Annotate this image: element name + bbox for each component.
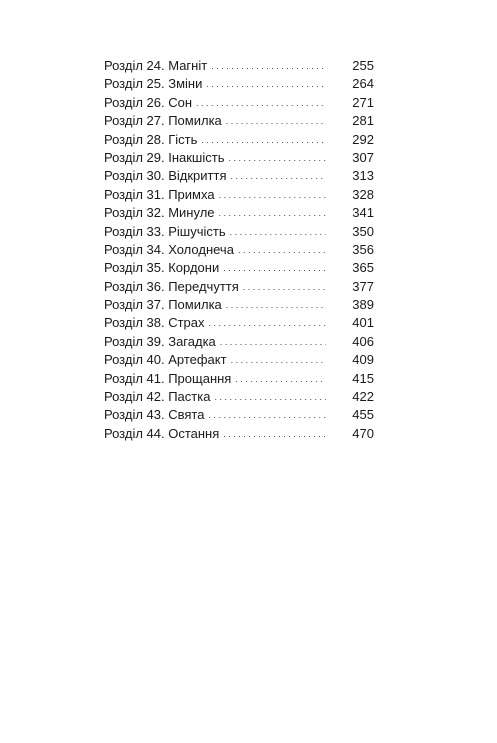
dot-leader [235,370,326,388]
dot-leader [230,223,326,241]
dot-leader [201,131,326,149]
dot-leader [223,425,326,443]
page-number: 313 [352,168,374,184]
chapter-title: Розділ 37. Помилка [104,297,222,313]
chapter-title: Розділ 30. Відкриття [104,168,227,184]
toc-entry [104,149,374,167]
toc-entry [104,406,374,424]
page-number: 356 [352,241,374,257]
toc-entry [104,278,374,296]
chapter-title: Розділ 34. Холоднеча [104,241,234,257]
toc-entry [104,259,374,277]
toc-entry [104,131,374,149]
toc-entry [104,204,374,222]
page-number: 470 [352,425,374,441]
page-number: 350 [352,223,374,239]
page-number: 264 [352,76,374,92]
dot-leader [209,314,326,332]
page-number: 271 [352,94,374,110]
toc-entry [104,333,374,351]
dot-leader [228,149,326,167]
toc-entry [104,57,374,75]
page-number: 255 [352,58,374,73]
toc-entry [104,223,374,241]
dot-leader [230,167,326,185]
dot-leader [219,204,326,222]
dot-leader [196,94,326,112]
dot-leader [219,186,326,204]
toc-entry [104,425,374,443]
dot-leader [243,278,326,296]
page-number: 389 [352,297,374,313]
dot-leader [220,333,326,351]
page-number: 341 [352,205,374,221]
page-number: 401 [352,315,374,331]
page-number: 409 [352,352,374,368]
page-number: 307 [352,149,374,165]
toc-entry [104,75,374,93]
page-number: 328 [352,186,374,202]
chapter-title: Розділ 35. Кордони [104,260,220,276]
page-number: 281 [352,113,374,129]
page-number: 422 [352,389,374,405]
chapter-title: Розділ 25. Зміни [104,76,203,92]
page-number: 292 [352,131,374,147]
page-number: 377 [352,278,374,294]
dot-leader [226,296,326,314]
dot-leader [211,57,326,75]
toc-entry [104,186,374,204]
chapter-title: Розділ 32. Минуле [104,205,215,221]
chapter-title: Розділ 38. Страх [104,315,205,331]
toc-entry [104,351,374,369]
toc-entry [104,94,374,112]
toc-entry [104,370,374,388]
chapter-title: Розділ 39. Загадка [104,333,216,349]
chapter-title: Розділ 28. Гість [104,131,198,147]
toc-entry [104,167,374,185]
page-number: 406 [352,333,374,349]
page-number: 455 [352,407,374,423]
chapter-title: Розділ 29. Інакшість [104,149,225,165]
chapter-title: Розділ 44. Остання [104,425,220,441]
page-number: 415 [352,370,374,386]
chapter-title: Розділ 26. Сон [104,94,193,110]
toc-entry [104,296,374,314]
chapter-title: Розділ 41. Прощання [104,370,232,386]
chapter-title: Розділ 42. Пастка [104,389,211,405]
page-number: 365 [352,260,374,276]
chapter-title: Розділ 36. Передчуття [104,278,239,294]
toc-entry [104,241,374,259]
chapter-title: Розділ 33. Рішучість [104,223,226,239]
dot-leader [206,75,326,93]
chapter-title: Розділ 43. Свята [104,407,205,423]
toc-entry [104,388,374,406]
dot-leader [226,112,326,130]
toc-entry [104,314,374,332]
chapter-title: Розділ 31. Примха [104,186,215,202]
chapter-title: Розділ 24. Магніт [104,58,208,73]
chapter-title: Розділ 27. Помилка [104,113,222,129]
dot-leader [223,259,326,277]
dot-leader [238,241,326,259]
chapter-title: Розділ 40. Артефакт [104,352,227,368]
dot-leader [214,388,326,406]
table-of-contents [104,57,374,443]
toc-entry [104,112,374,130]
dot-leader [231,351,326,369]
dot-leader [208,406,326,424]
